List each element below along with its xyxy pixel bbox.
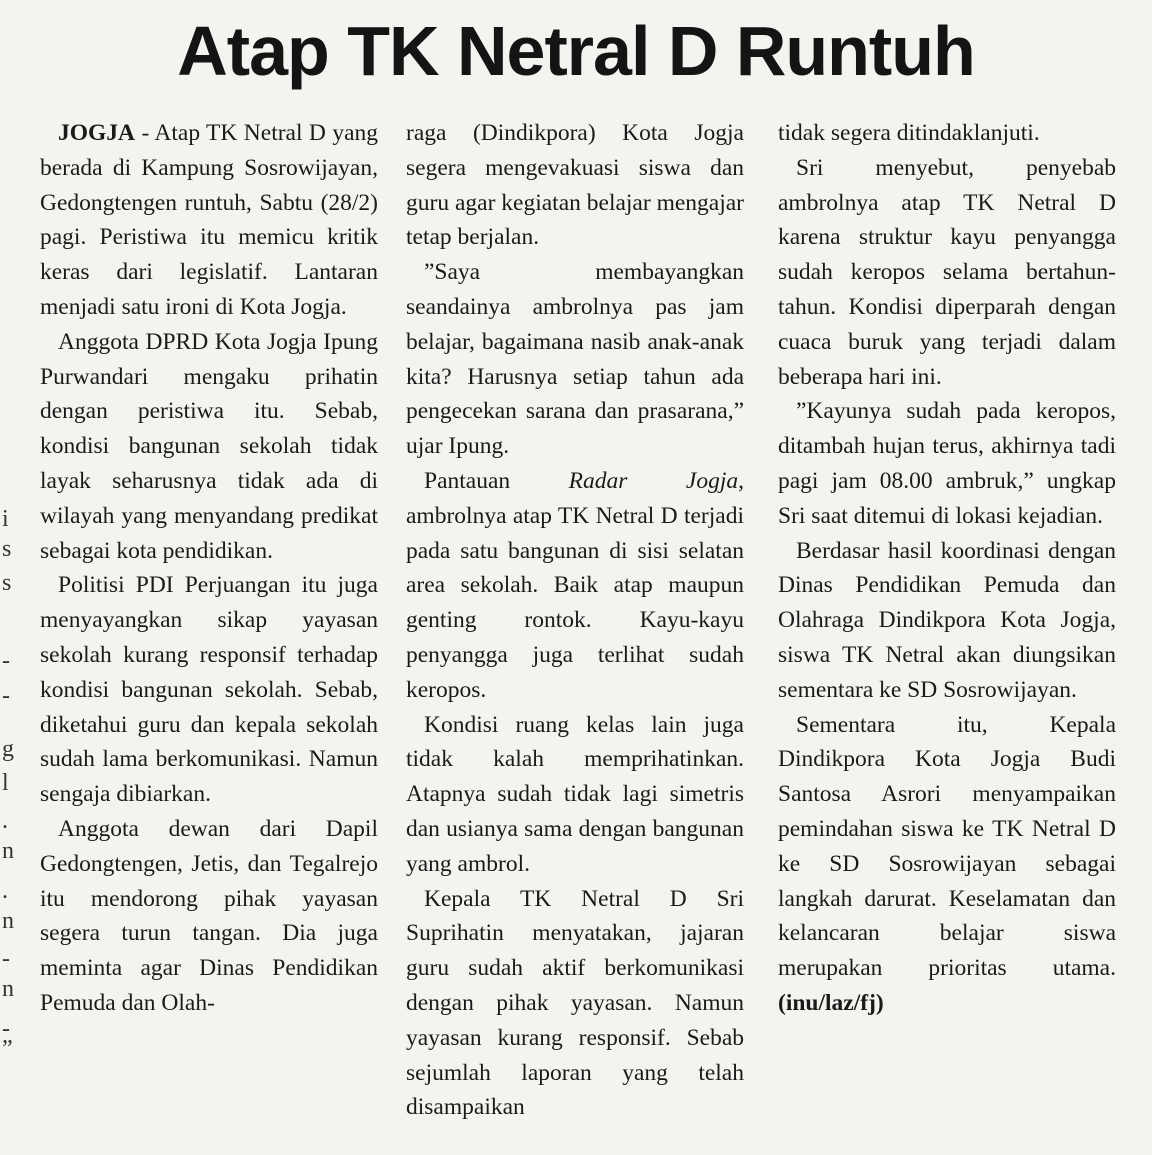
margin-char: . bbox=[2, 878, 8, 904]
paragraph bbox=[40, 116, 378, 325]
paragraph: Sri menyebut, penyebab ambrolnya atap TK Netral D karena struktur kayu penyangga sudah keropos selama bertahun-tahun. Kondisi diperparah dengan cuaca buruk yang terjadi dalam beberapa hari ini. bbox=[778, 154, 1116, 390]
paragraph: ”Saya membayangkan seandainya ambrolnya pas jam belajar, bagaimana nasib anak-anak kita? Harusnya setiap tahun ada pengecekan sarana dan prasarana,” ujar Ipung. bbox=[406, 259, 744, 460]
paragraph-continued: raga (Dindikpora) Kota Jogja segera mengevakuasi siswa dan guru agar kegiatan belajar mengajar tetap berjalan. bbox=[406, 120, 744, 251]
margin-char: l bbox=[2, 770, 9, 796]
paragraph bbox=[406, 464, 744, 708]
margin-char: - bbox=[2, 648, 10, 674]
paragraph: Anggota DPRD Kota Jogja Ipung Purwandari mengaku prihatin dengan peristiwa itu. Sebab, kondisi bangunan sekolah tidak layak seharusnya tidak ada di wilayah yang menyandang predikat sebagai kota pendidikan. bbox=[40, 328, 378, 564]
paragraph-text: Pantauan bbox=[424, 467, 569, 494]
article-column-1 bbox=[40, 116, 378, 1021]
paragraph: Politisi PDI Perjuangan itu juga menyayangkan sikap yayasan sekolah kurang responsif terhadap kondisi bangunan sekolah. Sebab, diketahui guru dan kepala sekolah sudah lama berkomunikasi. Namun sengaja dibiarkan. bbox=[40, 572, 378, 808]
paragraph-text: , ambrolnya atap TK Netral D terjadi pada satu bangunan di sisi selatan area sekolah. Baik atap maupun genting rontok. Kayu-kayu penyangga juga terlihat sudah keropos. bbox=[406, 467, 744, 703]
dateline: JOGJA bbox=[58, 120, 136, 146]
article-column-2 bbox=[406, 116, 744, 1125]
margin-char: g bbox=[2, 736, 14, 762]
paragraph: ”Kayunya sudah pada keropos, ditambah hujan terus, akhirnya tadi pagi jam 08.00 ambruk,” ungkap Sri saat ditemui di lokasi kejadian. bbox=[778, 398, 1116, 529]
paragraph: Kepala TK Netral D Sri Suprihatin menyatakan, jajaran guru sudah aktif berkomunikasi dengan pihak yayasan. Namun yayasan kurang responsif. Sebab sejumlah laporan yang telah disampaikan bbox=[406, 885, 744, 1121]
margin-char: n bbox=[2, 976, 14, 1002]
paragraph bbox=[778, 708, 1116, 1021]
margin-char: ” bbox=[2, 1036, 13, 1062]
paragraph: Berdasar hasil koordinasi dengan Dinas Pendidikan Pemuda dan Olahraga Dindikpora Kota Jogja, siswa TK Netral akan diungsikan sementara ke SD Sosrowijayan. bbox=[778, 537, 1116, 703]
margin-char: s bbox=[2, 570, 12, 596]
margin-char: . bbox=[2, 808, 8, 834]
author-credit: (inu/laz/fj) bbox=[778, 989, 884, 1016]
paragraph-text: - Atap TK Netral D yang berada di Kampung Sosrowijayan, Gedongtengen runtuh, Sabtu (28/2) pagi. Peristiwa itu memicu kritik keras dari legislatif. Lantaran menjadi satu ironi di Kota Jogja. bbox=[40, 120, 378, 320]
margin-char: - bbox=[2, 946, 10, 972]
article-column-3 bbox=[778, 116, 1116, 1021]
headline: Atap TK Netral D Runtuh bbox=[177, 12, 975, 90]
margin-char: s bbox=[2, 536, 12, 562]
paragraph: Anggota dewan dari Dapil Gedongtengen, Jetis, dan Tegalrejo itu mendorong pihak yayasan segera turun tangan. Dia juga meminta agar Dinas Pendidikan Pemuda dan Olah- bbox=[40, 815, 378, 1016]
margin-char: - bbox=[2, 1016, 10, 1042]
paragraph-continued: tidak segera ditindaklanjuti. bbox=[778, 120, 1040, 146]
margin-char: n bbox=[2, 838, 14, 864]
paragraph-text: Sementara itu, Kepala Dindikpora Kota Jogja Budi Santosa Asrori menyampaikan pemindahan siswa ke TK Netral D ke SD Sosrowijayan sebagai langkah darurat. Keselamatan dan kelancaran belajar siswa merupakan prioritas utama. bbox=[778, 711, 1116, 982]
margin-char: - bbox=[2, 683, 10, 709]
publication-name: Radar Jogja bbox=[568, 467, 739, 494]
margin-char: i bbox=[2, 506, 9, 532]
paragraph: Kondisi ruang kelas lain juga tidak kalah memprihatinkan. Atapnya sudah tidak lagi simetris dan usianya sama dengan bangunan yang ambrol. bbox=[406, 711, 744, 877]
margin-char: n bbox=[2, 908, 14, 934]
